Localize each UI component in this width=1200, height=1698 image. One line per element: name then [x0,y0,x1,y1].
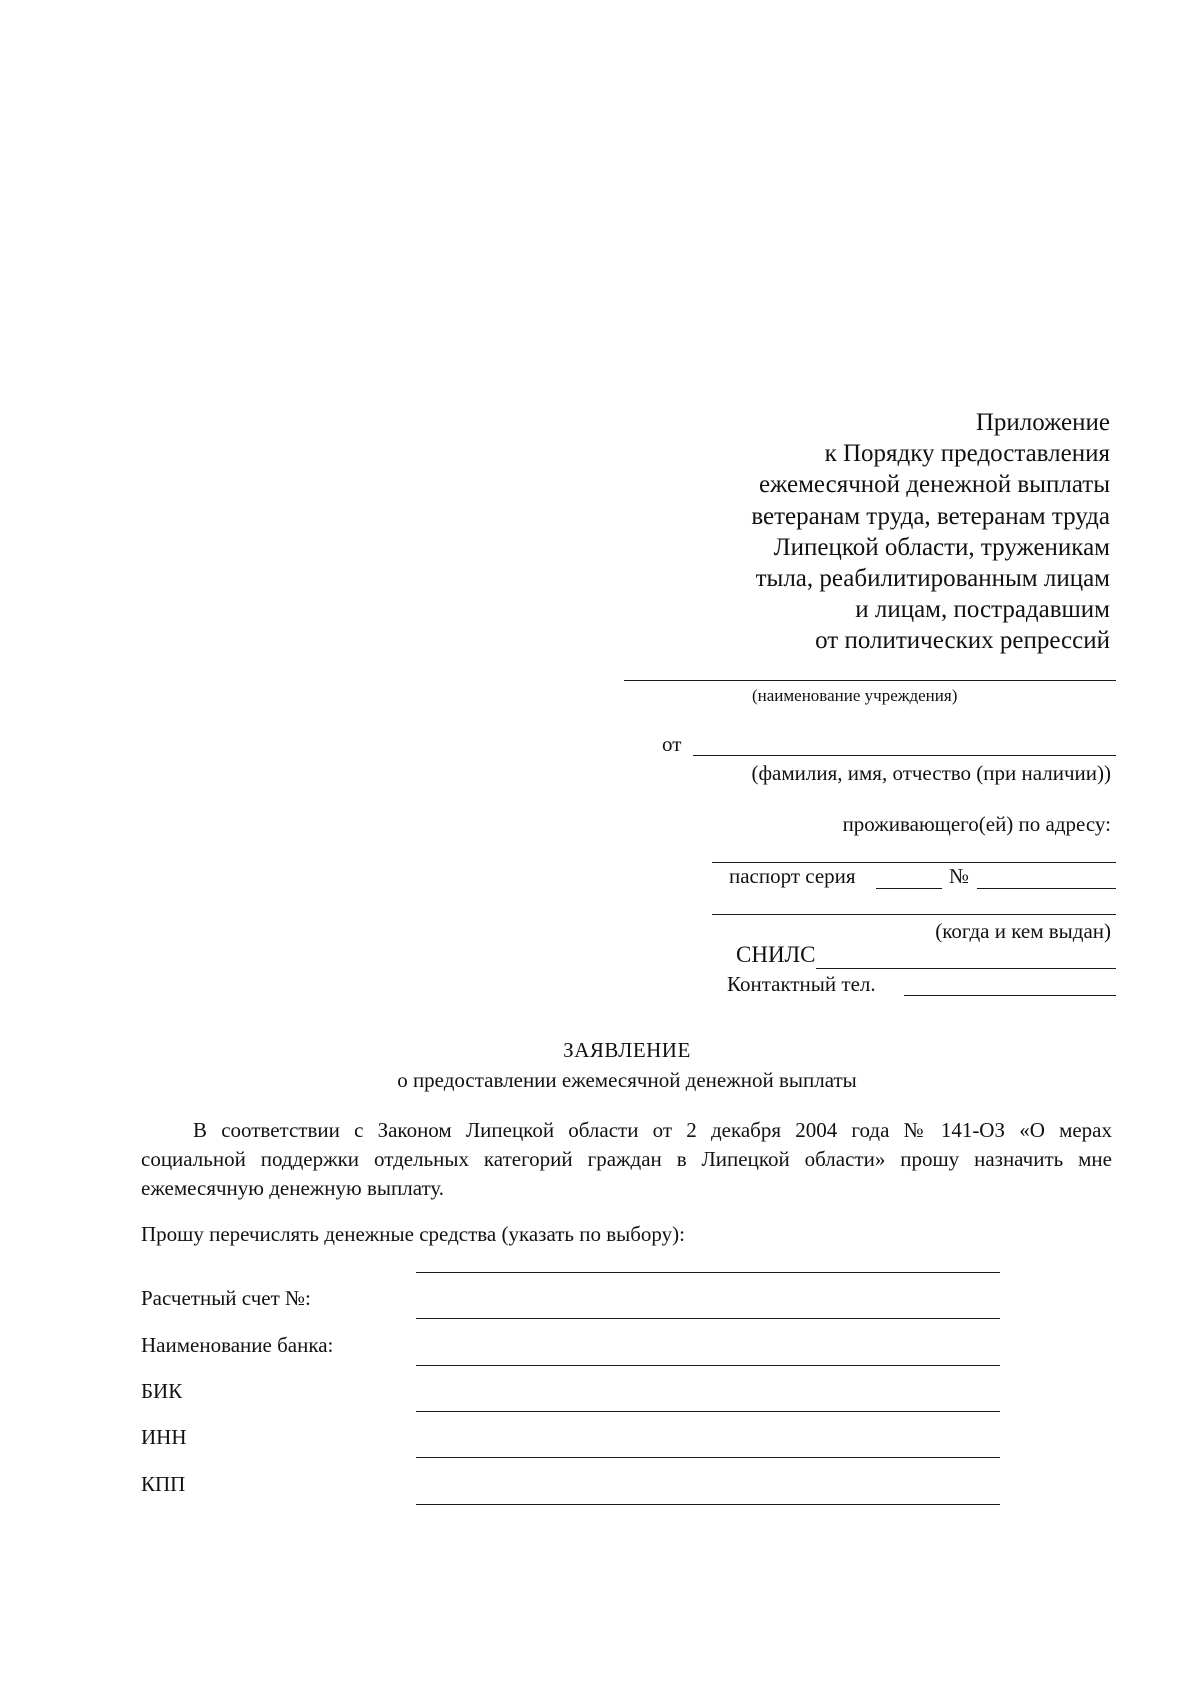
bank-name-label: Наименование банка: [141,1333,334,1357]
issued-caption: (когда и кем выдан) [935,919,1111,943]
transfer-request: Прошу перечислять денежные средства (указать по выбору): [141,1222,685,1246]
body-line: ежемесячную денежную выплату. [141,1176,445,1200]
institution-name-line[interactable] [624,680,1116,681]
statement-title: ЗАЯВЛЕНИЕ [563,1038,691,1062]
bank-line[interactable] [416,1272,1000,1273]
account-number-line[interactable] [416,1318,1000,1319]
passport-number-label: № [949,864,970,888]
appendix-line: Приложение [975,409,1110,436]
appendix-line: от политических репрессий [815,627,1110,654]
passport-series-line[interactable] [876,888,942,889]
statement-body [141,1116,1112,1203]
appendix-line: к Порядку предоставления [824,440,1110,467]
appendix-line: тыла, реабилитированным лицам [755,565,1110,592]
bank-name-line[interactable] [416,1365,1000,1366]
inn-line[interactable] [416,1457,1000,1458]
snils-label: СНИЛС [736,942,816,967]
kpp-label: КПП [141,1472,186,1496]
bik-line[interactable] [416,1411,1000,1412]
kpp-line[interactable] [416,1504,1000,1505]
address-label: проживающего(ей) по адресу: [842,812,1111,836]
snils-line[interactable] [816,968,1116,969]
body-line: В соответствии с Законом Липецкой области от 2 декабря 2004 года № 141-ОЗ «О мерах [193,1118,1112,1142]
fio-line[interactable] [693,755,1116,756]
phone-label: Контактный тел. [727,972,876,996]
account-number-label: Расчетный счет №: [141,1286,311,1310]
appendix-line: ежемесячной денежной выплаты [758,471,1110,498]
address-line[interactable] [712,862,1116,863]
statement-subtitle: о предоставлении ежемесячной денежной выплаты [397,1068,857,1092]
passport-series-label: паспорт серия [729,864,856,888]
passport-issued-line[interactable] [712,914,1116,915]
from-label: от [662,732,682,756]
passport-number-line[interactable] [977,888,1116,889]
institution-caption: (наименование учреждения) [752,686,958,705]
appendix-line: ветеранам труда, ветеранам труда [751,503,1110,530]
appendix-line: и лицам, пострадавшим [855,596,1110,623]
inn-label: ИНН [141,1425,187,1449]
bik-label: БИК [141,1379,183,1403]
phone-line[interactable] [904,995,1116,996]
appendix-line: Липецкой области, труженикам [773,534,1110,561]
body-line: социальной поддержки отдельных категорий граждан в Липецкой области» прошу назначить мне [141,1147,1112,1171]
fio-caption: (фамилия, имя, отчество (при наличии)) [751,761,1111,785]
